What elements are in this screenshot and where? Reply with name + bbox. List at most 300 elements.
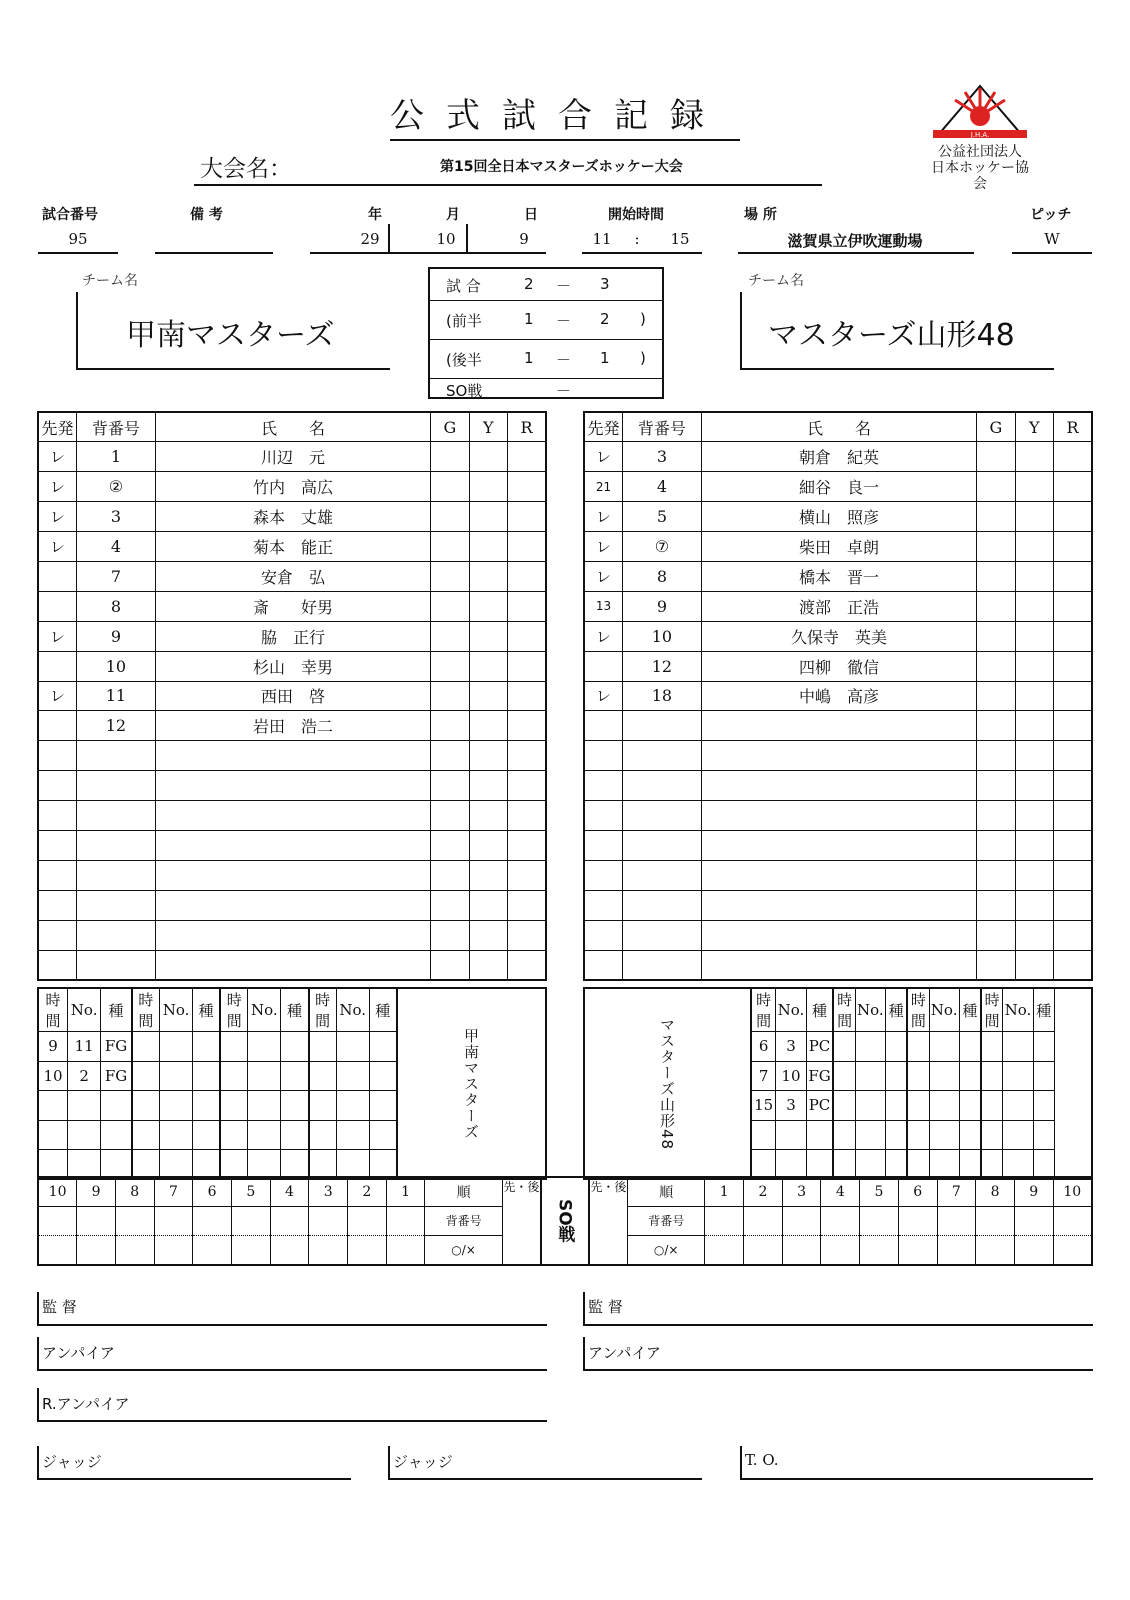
roster-number: 8	[76, 591, 155, 621]
roster-number: 10	[622, 621, 701, 651]
roster-number: 9	[76, 621, 155, 651]
score-first-label: (前半	[446, 312, 482, 330]
roster-name: 中嶋 高彦	[701, 681, 976, 711]
roster-y	[1015, 801, 1053, 831]
roster-table-team-a	[37, 411, 547, 981]
roster-number	[76, 920, 155, 950]
roster-starter: レ	[584, 532, 622, 562]
goal-header-time: 時間	[833, 988, 855, 1032]
roster-starter: レ	[584, 442, 622, 472]
goal-time	[38, 1091, 68, 1121]
goal-time: 7	[751, 1061, 776, 1091]
so-b-cell	[705, 1206, 744, 1235]
so-b-order-cell: 2	[744, 1177, 783, 1206]
goal-no	[929, 1061, 959, 1091]
goal-time	[981, 1032, 1003, 1062]
roster-r	[1054, 621, 1092, 651]
roster-name: 西田 啓	[155, 681, 430, 711]
roster-number	[76, 830, 155, 860]
goal-no	[336, 1120, 369, 1150]
roster-name: 脇 正行	[155, 621, 430, 651]
roster-r	[508, 442, 546, 472]
roster-name: 横山 照彦	[701, 502, 976, 532]
roster-g	[977, 830, 1015, 860]
goal-time	[220, 1120, 248, 1150]
goal-header-time: 時間	[751, 988, 776, 1032]
score-dash: －	[556, 351, 572, 369]
roster-number: 18	[622, 681, 701, 711]
goal-kind	[281, 1032, 309, 1062]
goal-header-no: No.	[160, 988, 193, 1032]
page-title: 公式試合記録	[390, 88, 740, 141]
table-row	[584, 890, 1092, 920]
roster-header-r: R	[1054, 412, 1092, 442]
roster-header-r: R	[508, 412, 546, 442]
roster-r	[1054, 771, 1092, 801]
roster-r	[508, 681, 546, 711]
goal-header-kind: 種	[806, 988, 833, 1032]
roster-name: 柴田 卓朗	[701, 532, 976, 562]
roster-r	[508, 830, 546, 860]
goal-no	[248, 1032, 281, 1062]
goal-kind	[101, 1120, 132, 1150]
roster-starter	[584, 890, 622, 920]
so-a-cell	[231, 1236, 270, 1265]
roster-name	[701, 711, 976, 741]
roster-g	[431, 860, 469, 890]
roster-y	[1015, 890, 1053, 920]
table-row	[38, 1177, 1092, 1206]
roster-g	[431, 741, 469, 771]
goal-no	[160, 1091, 193, 1121]
so-a-row-label: ○/×	[425, 1236, 502, 1265]
so-b-cell	[976, 1236, 1015, 1265]
logo-org-line1: 公益社団法人	[938, 144, 1022, 160]
goal-header-kind: 種	[885, 988, 907, 1032]
so-a-cell	[193, 1206, 232, 1235]
roster-name	[701, 950, 976, 980]
roster-starter	[38, 561, 76, 591]
score-first-b: 2	[600, 310, 610, 328]
so-b-cell	[1014, 1236, 1053, 1265]
goal-no	[929, 1091, 959, 1121]
roster-name	[155, 801, 430, 831]
match-no-value: 95	[68, 230, 88, 248]
r-umpire-label: R.アンパイア	[42, 1395, 130, 1413]
roster-r	[1054, 472, 1092, 502]
goal-time	[833, 1091, 855, 1121]
so-b-order-cell: 6	[898, 1177, 937, 1206]
roster-number	[622, 771, 701, 801]
roster-r	[508, 741, 546, 771]
roster-header-y: Y	[1015, 412, 1053, 442]
so-a-order-cell: 1	[386, 1177, 425, 1206]
goal-time	[833, 1032, 855, 1062]
roster-starter: レ	[38, 442, 76, 472]
roster-starter	[38, 860, 76, 890]
roster-name: 杉山 幸男	[155, 651, 430, 681]
so-b-cell	[898, 1206, 937, 1235]
roster-y	[1015, 442, 1053, 472]
score-close: )	[640, 310, 646, 328]
roster-g	[977, 711, 1015, 741]
goal-kind: FG	[101, 1032, 132, 1062]
goal-kind	[1033, 1032, 1054, 1062]
roster-g	[977, 771, 1015, 801]
so-a-order-cell: 2	[348, 1177, 387, 1206]
goal-time	[309, 1032, 337, 1062]
table-row	[38, 830, 546, 860]
roster-starter	[584, 741, 622, 771]
goal-kind	[806, 1120, 833, 1150]
goal-kind	[369, 1032, 397, 1062]
start-line	[582, 252, 702, 254]
roster-y	[469, 950, 507, 980]
table-row	[584, 532, 1092, 562]
so-b-cell	[1053, 1206, 1092, 1235]
so-a-order-cell: 8	[115, 1177, 154, 1206]
year-label: 年	[368, 207, 382, 223]
roster-number	[76, 890, 155, 920]
roster-name: 四柳 徹信	[701, 651, 976, 681]
goal-header-time: 時間	[38, 988, 68, 1032]
roster-header-row	[38, 412, 546, 442]
roster-name: 岩田 浩二	[155, 711, 430, 741]
roster-number: 4	[622, 472, 701, 502]
roster-r	[1054, 830, 1092, 860]
goal-time	[981, 1120, 1003, 1150]
goal-kind	[1033, 1091, 1054, 1121]
so-a-cell	[77, 1236, 116, 1265]
table-row	[584, 830, 1092, 860]
goal-header-no: No.	[68, 988, 101, 1032]
roster-number	[622, 711, 701, 741]
so-a-cell	[348, 1236, 387, 1265]
score-first-a: 1	[524, 310, 534, 328]
roster-starter: レ	[584, 561, 622, 591]
roster-name	[155, 860, 430, 890]
roster-r	[508, 771, 546, 801]
jha-emblem-icon	[925, 84, 1035, 140]
roster-starter	[38, 920, 76, 950]
roster-number: 3	[76, 502, 155, 532]
to-line	[740, 1446, 1093, 1480]
roster-g	[431, 532, 469, 562]
goal-header-no: No.	[336, 988, 369, 1032]
roster-name	[155, 741, 430, 771]
goal-no: 10	[776, 1061, 806, 1091]
score-box	[428, 267, 664, 399]
roster-r	[1054, 651, 1092, 681]
roster-name: 久保寺 英美	[701, 621, 976, 651]
goal-kind: FG	[101, 1061, 132, 1091]
goal-no	[68, 1120, 101, 1150]
goals-table-team-a	[37, 987, 547, 1180]
so-b-cell	[1053, 1236, 1092, 1265]
judge-1-label: ジャッジ	[42, 1453, 102, 1471]
roster-number	[622, 860, 701, 890]
table-row	[38, 651, 546, 681]
team-a-name: 甲南マスターズ	[126, 318, 335, 353]
roster-y	[469, 801, 507, 831]
score-second-label: (後半	[446, 351, 482, 369]
so-a-cell	[386, 1236, 425, 1265]
so-b-order-cell: 1	[705, 1177, 744, 1206]
remarks-label: 備 考	[190, 207, 223, 223]
roster-g	[977, 860, 1015, 890]
so-b-cell	[744, 1206, 783, 1235]
roster-name: 朝倉 紀英	[701, 442, 976, 472]
so-b-cell	[860, 1206, 899, 1235]
so-b-order-cell: 10	[1053, 1177, 1092, 1206]
so-a-cell	[270, 1206, 309, 1235]
goal-time	[132, 1032, 160, 1062]
goal-header-no: No.	[776, 988, 806, 1032]
roster-r	[508, 561, 546, 591]
roster-g	[431, 950, 469, 980]
roster-g	[977, 801, 1015, 831]
goal-no	[855, 1061, 885, 1091]
roster-r	[508, 532, 546, 562]
roster-r	[508, 801, 546, 831]
month-label: 月	[446, 207, 460, 223]
roster-starter	[38, 591, 76, 621]
roster-y	[469, 651, 507, 681]
roster-starter	[38, 801, 76, 831]
table-row	[38, 442, 546, 472]
roster-g	[977, 472, 1015, 502]
roster-y	[1015, 860, 1053, 890]
so-b-order-cell: 9	[1014, 1177, 1053, 1206]
score-second-half-row	[430, 341, 662, 379]
goal-time: 9	[38, 1032, 68, 1062]
goal-kind	[281, 1120, 309, 1150]
goal-no	[160, 1061, 193, 1091]
goals-header-row	[584, 988, 1092, 1032]
roster-number: 1	[76, 442, 155, 472]
roster-y	[469, 532, 507, 562]
so-b-cell	[976, 1206, 1015, 1235]
roster-name: 安倉 弘	[155, 561, 430, 591]
roster-r	[508, 950, 546, 980]
goal-time	[907, 1032, 929, 1062]
roster-y	[1015, 532, 1053, 562]
goal-time	[309, 1091, 337, 1121]
roster-starter: 21	[584, 472, 622, 502]
goal-time	[309, 1061, 337, 1091]
so-a-cell	[115, 1236, 154, 1265]
roster-number	[622, 741, 701, 771]
roster-starter	[38, 771, 76, 801]
roster-g	[977, 741, 1015, 771]
table-row	[584, 502, 1092, 532]
goal-time	[833, 1120, 855, 1150]
roster-name: 森本 丈雄	[155, 502, 430, 532]
score-close: )	[640, 349, 646, 367]
roster-g	[431, 591, 469, 621]
goal-no	[929, 1120, 959, 1150]
so-b-order-cell: 4	[821, 1177, 860, 1206]
roster-y	[469, 890, 507, 920]
roster-r	[1054, 950, 1092, 980]
goal-no	[248, 1120, 281, 1150]
score-first-half-row	[430, 302, 662, 340]
team-b-name: マスターズ山形48	[768, 318, 1015, 353]
goal-kind: PC	[806, 1032, 833, 1062]
roster-g	[431, 651, 469, 681]
roster-name: 斎 好男	[155, 591, 430, 621]
goal-kind	[959, 1061, 981, 1091]
roster-starter: レ	[38, 621, 76, 651]
roster-g	[977, 950, 1015, 980]
score-second-a: 1	[524, 349, 534, 367]
roster-header-starter: 先発	[584, 412, 622, 442]
goal-kind: PC	[806, 1091, 833, 1121]
goal-no	[68, 1091, 101, 1121]
roster-y	[1015, 621, 1053, 651]
umpire-b-label: アンパイア	[588, 1344, 661, 1362]
umpire-a-label: アンパイア	[42, 1344, 115, 1362]
score-dash: －	[556, 382, 572, 400]
roster-number: 10	[76, 651, 155, 681]
score-match-a: 2	[524, 275, 534, 293]
place-label: 場 所	[744, 207, 777, 223]
roster-r	[1054, 711, 1092, 741]
roster-name	[155, 830, 430, 860]
goal-time	[833, 1061, 855, 1091]
table-row	[38, 681, 546, 711]
roster-number: 4	[76, 532, 155, 562]
so-a-first-second: 先・後	[502, 1177, 541, 1265]
roster-y	[469, 621, 507, 651]
goal-kind	[101, 1091, 132, 1121]
coach-b-label: 監 督	[588, 1298, 623, 1316]
so-b-cell	[782, 1236, 821, 1265]
roster-starter: レ	[584, 502, 622, 532]
table-row	[38, 532, 546, 562]
roster-name	[701, 890, 976, 920]
so-a-cell	[154, 1206, 193, 1235]
so-a-cell	[270, 1236, 309, 1265]
roster-y	[469, 741, 507, 771]
goal-no: 3	[776, 1091, 806, 1121]
date-sep-1	[388, 224, 390, 252]
goal-time	[220, 1061, 248, 1091]
so-a-cell	[38, 1206, 77, 1235]
roster-r	[1054, 860, 1092, 890]
roster-r	[1054, 741, 1092, 771]
table-row	[38, 561, 546, 591]
roster-starter	[38, 651, 76, 681]
roster-y	[1015, 771, 1053, 801]
goal-header-time: 時間	[220, 988, 248, 1032]
roster-r	[1054, 890, 1092, 920]
table-row	[38, 890, 546, 920]
so-b-cell	[821, 1206, 860, 1235]
so-b-order-cell: 3	[782, 1177, 821, 1206]
goals-table-team-b	[583, 987, 1093, 1180]
goal-no	[855, 1032, 885, 1062]
so-a-cell	[386, 1206, 425, 1235]
goal-no	[1003, 1120, 1033, 1150]
goal-no	[248, 1091, 281, 1121]
roster-g	[431, 771, 469, 801]
roster-y	[1015, 472, 1053, 502]
score-second-b: 1	[600, 349, 610, 367]
roster-y	[469, 860, 507, 890]
goal-header-no: No.	[929, 988, 959, 1032]
table-row	[584, 621, 1092, 651]
so-b-cell	[744, 1236, 783, 1265]
roster-r	[1054, 502, 1092, 532]
date-line	[310, 252, 546, 254]
goal-no	[1003, 1091, 1033, 1121]
so-b-cell	[1014, 1206, 1053, 1235]
roster-g	[431, 472, 469, 502]
roster-number: 12	[76, 711, 155, 741]
goal-header-time: 時間	[981, 988, 1003, 1032]
goal-kind: FG	[806, 1061, 833, 1091]
roster-r	[508, 472, 546, 502]
roster-starter: レ	[584, 621, 622, 651]
roster-y	[469, 830, 507, 860]
so-b-order-cell: 8	[976, 1177, 1015, 1206]
goal-no	[248, 1061, 281, 1091]
so-a-cell	[77, 1206, 116, 1235]
roster-number	[76, 771, 155, 801]
roster-header-g: G	[977, 412, 1015, 442]
roster-starter: 13	[584, 591, 622, 621]
goal-kind	[193, 1061, 221, 1091]
score-dash: －	[556, 277, 572, 295]
roster-starter	[584, 651, 622, 681]
roster-number: 8	[622, 561, 701, 591]
team-a-name-label: チーム名	[82, 273, 138, 289]
table-row	[38, 950, 546, 980]
table-row	[584, 711, 1092, 741]
goal-time: 6	[751, 1032, 776, 1062]
roster-name	[155, 890, 430, 920]
roster-name	[701, 920, 976, 950]
roster-r	[1054, 591, 1092, 621]
so-b-cell	[898, 1236, 937, 1265]
table-row	[38, 860, 546, 890]
roster-starter	[584, 801, 622, 831]
roster-g	[431, 920, 469, 950]
pitch-line	[1012, 252, 1092, 254]
roster-y	[469, 711, 507, 741]
so-b-order-cell: 5	[860, 1177, 899, 1206]
so-b-cell	[937, 1236, 976, 1265]
month-value: 10	[436, 230, 456, 248]
roster-starter	[584, 920, 622, 950]
roster-starter: レ	[38, 532, 76, 562]
pitch-label: ピッチ	[1030, 207, 1072, 223]
so-a-row-label: 順	[425, 1177, 502, 1206]
so-a-cell	[348, 1206, 387, 1235]
table-row	[38, 801, 546, 831]
roster-y	[1015, 950, 1053, 980]
shootout-table	[37, 1176, 1093, 1266]
score-match-label: 試 合	[446, 277, 481, 295]
goal-no	[776, 1120, 806, 1150]
roster-header-starter: 先発	[38, 412, 76, 442]
roster-name	[701, 771, 976, 801]
roster-number	[622, 950, 701, 980]
roster-g	[431, 711, 469, 741]
goal-kind	[281, 1091, 309, 1121]
table-row	[38, 591, 546, 621]
